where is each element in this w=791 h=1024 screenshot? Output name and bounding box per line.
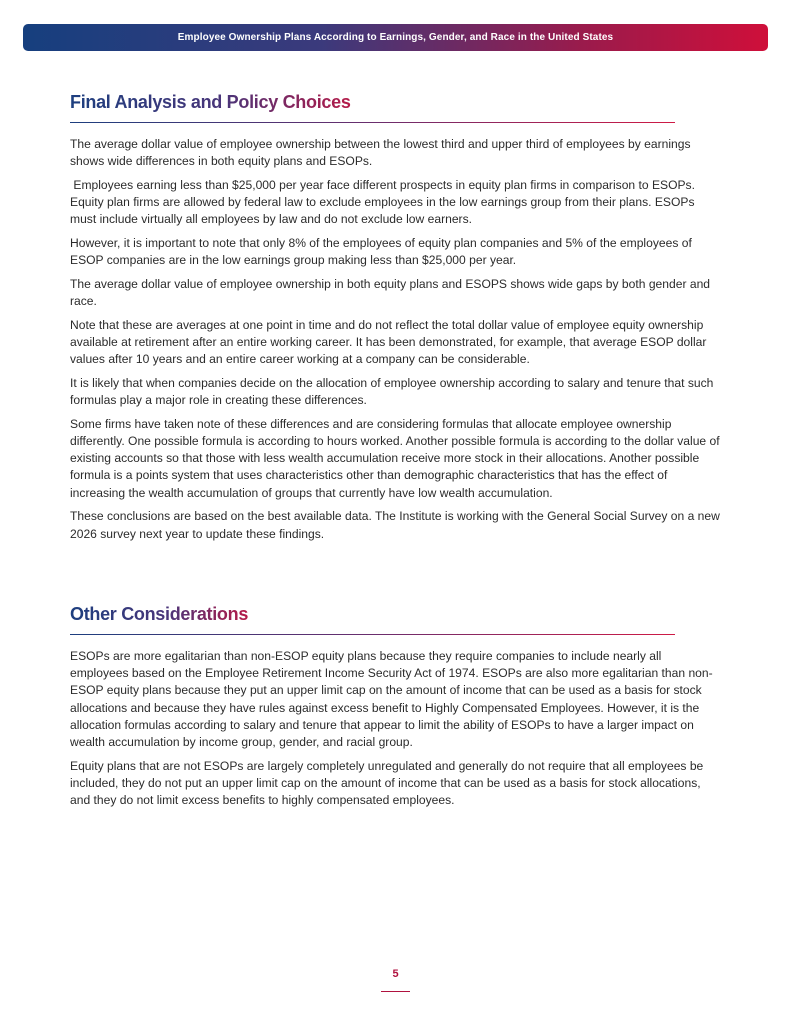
page-number: 5 xyxy=(392,968,399,980)
paragraph: These conclusions are based on the best available data. The Institute is working with the General Social Survey on a new 2026 survey next year to update these findings. xyxy=(70,509,720,541)
section-body xyxy=(70,648,722,809)
paragraph: Some firms have taken note of these differences and are considering formulas that allocate employee ownership differently. One possible formula is according to hours worked. Another possible formula is according to the dollar value of existing accounts so that those with less wealth accumulation receive more stock in their allocations. Another possible formula is a points system that uses characteristics other than demographic characteristics that has the effect of increasing the wealth accumulation of groups that currently have low wealth accumulation. xyxy=(70,416,720,500)
section-divider xyxy=(70,634,675,635)
paragraph: Note that these are averages at one point in time and do not reflect the total dollar value of employee equity ownership available at retirement after an entire working career. It has been demonstrated, for example, that average ESOP dollar values after 10 years and an entire career working at a company can be considerable. xyxy=(70,317,707,367)
paragraph: It is likely that when companies decide on the allocation of employee ownership according to salary and tenure that such formulas play a major role in creating these differences. xyxy=(70,375,714,408)
section-heading: Other Considerations xyxy=(70,604,249,624)
paragraph: The average dollar value of employee ownership between the lowest third and upper third of employees by earnings shows wide differences in both equity plans and ESOPs. xyxy=(70,137,691,169)
section-heading: Final Analysis and Policy Choices xyxy=(70,92,351,112)
paragraph: Employees earning less than $25,000 per year face different prospects in equity plan firms in comparison to ESOPs. Equity plan firms are allowed by federal law to exclude employees in the low earnings group from their plans. ESOPs must include virtually all employees by law and do not exclude low earners. xyxy=(70,177,699,227)
banner-title: Employee Ownership Plans According to Earnings, Gender, and Race in the United States xyxy=(177,32,614,43)
page-number-underline xyxy=(381,991,410,992)
paragraph: ESOPs are more egalitarian than non-ESOP equity plans because they require companies to include nearly all employees based on the Employee Retirement Income Security Act of 1974. ESOPs are also more egalitarian than non-ESOP equity plans because they put an upper limit cap on the amount of income that can be used as a basis for stock allocations and because they have rules against excess benefit to Highly Compensated Employees. However, it is the allocation formulas according to salary and tenure that appear to limit the ability of ESOPs to have a larger impact on wealth accumulation by income group, gender, and racial group. xyxy=(70,649,713,750)
header-banner xyxy=(23,24,768,51)
section-body xyxy=(70,136,722,543)
section-divider xyxy=(70,122,675,123)
section-other-considerations xyxy=(70,604,722,816)
paragraph: However, it is important to note that only 8% of the employees of equity plan companies and 5% of the employees of ESOP companies are in the low earnings group making less than $25,000 per year. xyxy=(70,236,692,268)
paragraph: Equity plans that are not ESOPs are largely completely unregulated and generally do not require that all employees be included, they do not put an upper limit cap on the amount of income that can be used as a basis for stock allocations, and they do not limit excess benefits to highly compensated employees. xyxy=(70,758,704,808)
section-final-analysis xyxy=(70,92,722,549)
paragraph: The average dollar value of employee ownership in both equity plans and ESOPS shows wide gaps by both gender and race. xyxy=(70,276,711,309)
